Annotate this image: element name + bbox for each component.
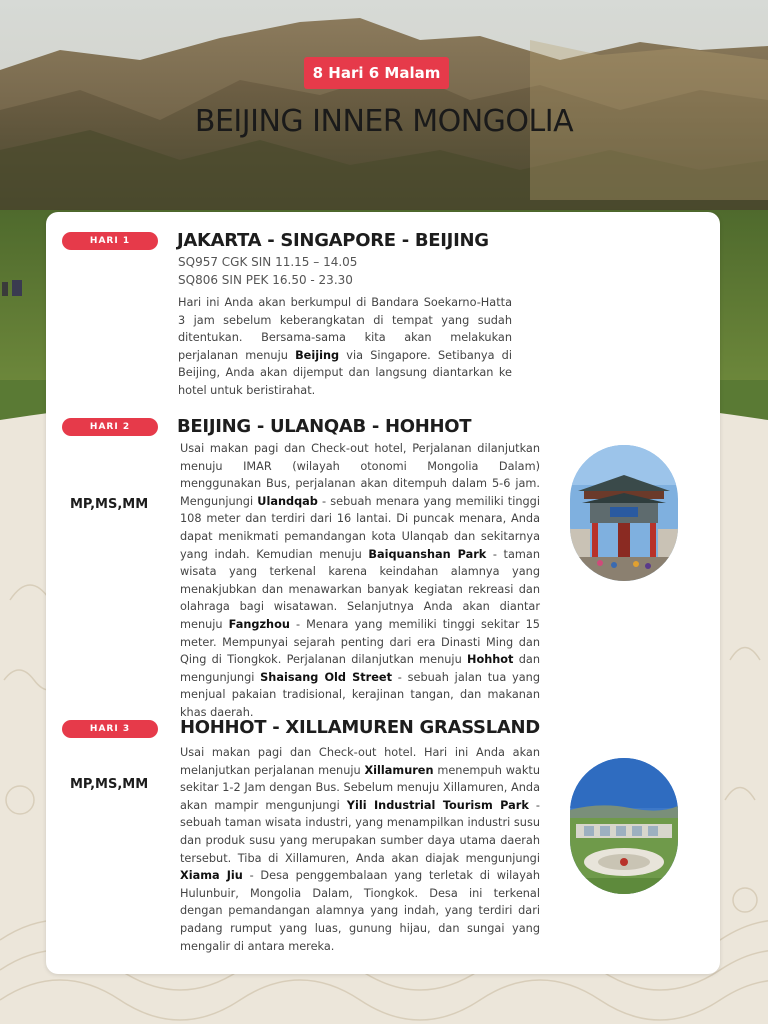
day-1-flight-2: SQ806 SIN PEK 16.50 - 23.30: [178, 273, 353, 287]
day-1-badge: HARI 1: [62, 232, 158, 250]
grassland-resort-photo: [570, 758, 678, 894]
day-3-description: Usai makan pagi dan Check-out hotel. Hari ini Anda akan melanjutkan perjalanan menuju Xillamuren menempuh waktu sekitar 1-2 Jam dengan Bus. Sebelum menuju Xillamuren, Anda akan mampir mengunjungi Yili Industrial Tourism Park - sebuah taman wisata industri, yang menampilkan industri susu dan produk susu yang merupakan sumber daya utama daerah tersebut. Tiba di Xillamuren, Anda akan diajak mengunjungi Xiama Jiu - Desa penggembalaan yang terletak di wilayah Hulunbuir, Mongolia Dalam, Tiongkok. Desa ini terkenal dengan pemandangan alamnya yang indah, yang terdiri dari padang rumput yang luas, gunung hijau, dan sungai yang mengalir di antara mereka.: [180, 746, 540, 953]
highlight-place: Shaisang Old Street: [260, 670, 392, 684]
duration-badge: 8 Hari 6 Malam: [304, 57, 449, 89]
day-1-title: JAKARTA - SINGAPORE - BEIJING: [177, 230, 489, 251]
highlight-place: Yili Industrial Tourism Park: [346, 798, 529, 812]
highlight-place: Xillamuren: [364, 763, 434, 777]
day-1-description: Hari ini Anda akan berkumpul di Bandara Soekarno-Hatta 3 jam sebelum keberangkatan di tempat yang sudah ditentukan. Bersama-sama kita akan melakukan perjalanan menuju Beijing via Singapore. Setibanya di Beijing, Anda akan dijemput dan langsung diantarkan ke hotel untuk beristirahat.: [178, 296, 512, 397]
day-2-meals: MP,MS,MM: [70, 497, 149, 512]
highlight-place: Xiama Jiu: [180, 869, 243, 883]
highlight-place: Fangzhou: [228, 617, 290, 631]
highlight-place: Hohhot: [467, 653, 514, 667]
gate-building-photo: [570, 445, 678, 581]
day-2-description: Usai makan pagi dan Check-out hotel, Perjalanan dilanjutkan menuju IMAR (wilayah otonomi Mongolia Dalam) menggunakan Bus, perjalanan akan ditempuh dalam 5-6 jam. Mengunjungi Ulandqab - sebuah menara yang memiliki tinggi 108 meter dan terdiri dari 16 lantai. Di puncak menara, Anda dapat menikmati pemandangan kota Ulanqab dan sekitarnya yang indah. Kemudian menuju Baiquanshan Park - taman wisata yang terkenal karena keindahan alamnya yang menakjubkan dan menawarkan banyak kegiatan rekreasi dan olahraga bagi wisatawan. Selanjutnya Anda akan diantar menuju Fangzhou - Menara yang memiliki tinggi sekitar 15 meter. Mempunyai sejarah penting dari era Dinasti Ming dan Qing di Tiongkok. Perjalanan dilanjutkan menuju Hohhot dan mengunjungi Shaisang Old Street - sebuah jalan tua yang menjual pakaian tradisional, kerajinan tangan, dan makanan khas daerah.: [180, 442, 541, 719]
highlight-place: Ulandqab: [257, 494, 318, 508]
day-2-title: BEIJING - ULANQAB - HOHHOT: [177, 416, 472, 437]
day-3-badge: HARI 3: [62, 720, 158, 738]
day-3-meals: MP,MS,MM: [70, 777, 149, 792]
day-3-title: HOHHOT - XILLAMUREN GRASSLAND: [180, 717, 540, 738]
highlight-place: Beijing: [295, 348, 340, 362]
day-1-flight-1: SQ957 CGK SIN 11.15 – 14.05: [178, 255, 358, 269]
highlight-place: Baiquanshan Park: [368, 547, 487, 561]
itinerary-card: [46, 212, 720, 974]
day-2-badge: HARI 2: [62, 418, 158, 436]
page-title: BEIJING INNER MONGOLIA: [194, 104, 574, 139]
